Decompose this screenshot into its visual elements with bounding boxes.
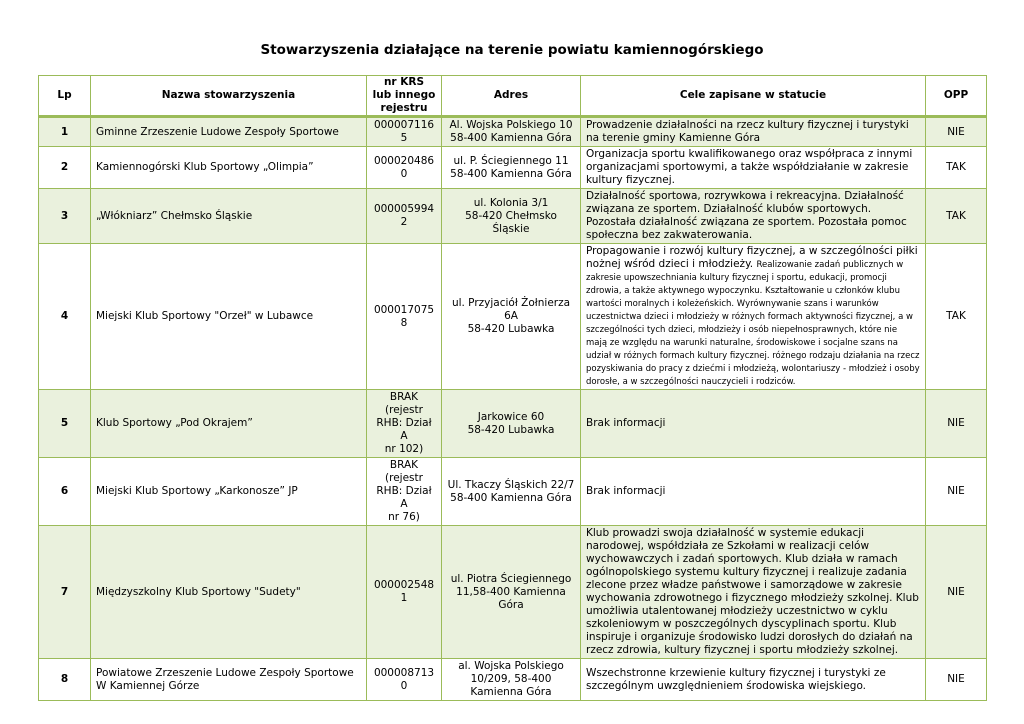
row-name: Kamiennogórski Klub Sportowy „Olimpia” (91, 147, 367, 189)
header-opp: OPP (926, 76, 987, 117)
address-line: Jarkowice 60 (477, 410, 545, 423)
row-opp: NIE (926, 526, 987, 659)
row-krs: 0000087130 (367, 659, 442, 701)
address-line: ul. P. Ściegiennego 11 (453, 154, 569, 167)
row-lp: 8 (39, 659, 91, 701)
row-lp: 3 (39, 189, 91, 244)
row-address (442, 526, 581, 659)
page-title: Stowarzyszenia działające na terenie powiatu kamiennogórskiego (260, 42, 764, 58)
row-goals: Klub prowadzi swoja działalność w systemie edukacji narodowej, współdziała ze Szkołami w realizacji celów wychowawczych i zadań sportowych. Klub działa w ramach ogólnopolskiego systemu kultury fizycznej i realizuje zadania zlecone przez władze państwowe i samorządowe w zakresie wychowania zdrowotnego i fizycznego młodzieży szkolnej. Klub umożliwia utalentowanej młodzieży uczestnictwo w cyklu szkoleniowym w poszczególnych dyscyplinach sportu. Klub inspiruje i organizuje środowisko ludzi dorosłych do działań na rzecz zdrowia, kultury fizycznej i sportu młodzieży szkolnej. (581, 526, 926, 659)
goals-intro: Propagowanie i rozwój kultury fizycznej, a w szczególności piłki nożnej wśród dzieci i młodzieży. (586, 245, 918, 270)
header-name: Nazwa stowarzyszenia (91, 76, 367, 117)
row-opp: TAK (926, 147, 987, 189)
row-address (442, 189, 581, 244)
row-address (442, 390, 581, 458)
row-name: Klub Sportowy „Pod Okrajem” (91, 390, 367, 458)
address-line: ul. Kolonia 3/1 (473, 196, 549, 209)
row-goals: Działalność sportowa, rozrywkowa i rekreacyjna. Działalność związana ze sportem. Działalność klubów sportowych. Pozostała działalność związana ze sportem. Pozostała pomoc społeczna bez zakwaterowania. (581, 189, 926, 244)
table-row (39, 458, 987, 526)
header-krs-line: lub innego (372, 89, 436, 101)
row-address (442, 117, 581, 147)
row-goals: Brak informacji (581, 458, 926, 526)
row-krs: 0000059942 (367, 189, 442, 244)
row-opp: NIE (926, 390, 987, 458)
krs-line: BRAK (rejestr (385, 459, 423, 484)
row-opp: TAK (926, 244, 987, 390)
row-krs: 0000170758 (367, 244, 442, 390)
row-lp: 6 (39, 458, 91, 526)
table-row (39, 390, 987, 458)
table-row (39, 526, 987, 659)
address-line: Ul. Tkaczy Śląskich 22/7 (447, 478, 575, 491)
address-line: 11,58-400 Kamienna (456, 585, 566, 598)
address-line: 58-420 Lubawka (467, 423, 555, 436)
row-name: „Włókniarz” Chełmsko Śląskie (91, 189, 367, 244)
row-krs (367, 458, 442, 526)
address-line: Góra (498, 598, 524, 611)
address-line: al. Wojska Polskiego (458, 660, 564, 672)
row-lp: 1 (39, 117, 91, 147)
row-opp: TAK (926, 189, 987, 244)
row-krs (367, 390, 442, 458)
row-goals: Organizacja sportu kwalifikowanego oraz współpraca z innymi organizacjami sportowymi, a także współdziałanie w zakresie kultury fizycznej. (581, 147, 926, 189)
table-row (39, 659, 987, 701)
address-line: ul. Piotra Ściegiennego (450, 572, 572, 585)
row-address (442, 458, 581, 526)
table-row (39, 147, 987, 189)
krs-line: BRAK (rejestr (385, 391, 423, 416)
table-row (39, 189, 987, 244)
krs-line: RHB: Dział A (376, 417, 432, 442)
row-krs: 0000204860 (367, 147, 442, 189)
address-line: 58-400 Kamienna Góra (450, 132, 572, 144)
row-lp: 7 (39, 526, 91, 659)
row-goals: Wszechstronne krzewienie kultury fizycznej i turystyki ze szczególnym uwzględnieniem środowiska wiejskiego. (581, 659, 926, 701)
header-krs-line: nr KRS (383, 76, 425, 88)
header-lp: Lp (39, 76, 91, 117)
address-line: 58-420 Chełmsko Śląskie (465, 209, 557, 235)
table-row (39, 244, 987, 390)
address-line: 58-400 Kamienna Góra (450, 491, 572, 504)
associations-table (38, 75, 987, 701)
row-goals: Prowadzenie działalności na rzecz kultury fizycznej i turystyki na terenie gminy Kamienne Góra (581, 117, 926, 147)
row-name: Powiatowe Zrzeszenie Ludowe Zespoły Sportowe W Kamiennej Górze (91, 659, 367, 701)
header-row (39, 76, 987, 117)
row-address (442, 244, 581, 390)
address-line: 58-420 Lubawka (467, 323, 555, 335)
header-krs-line: rejestru (380, 102, 428, 114)
krs-line: nr 76) (388, 511, 420, 523)
krs-line: RHB: Dział A (376, 485, 432, 510)
goals-detail: Realizowanie zadań publicznych w zakresie upowszechniania kultury fizycznej i sportu, edukacji, promocji zdrowia, a także aktywnego wypoczynku. Kształtowanie u członków klubu wartości moralnych i koleżeńskich. Wyrównywanie szans i warunków uczestnictwa dzieci i młodzieży w różnych formach aktywności fizycznej, a w szczególności tych dzieci, młodzieży i osób niepełnosprawnych, które nie mają ze względu na warunki naturalne, środowiskowe i socjalne szans na udział w różnych formach kultury fizycznej. różnego rodzaju działania na rzecz pozyskiwania do pracy z dziećmi i młodzieżą, wolontariuszy - młodzież i osoby dorosłe, a w szczególności nauczycieli i rodziców. (586, 260, 920, 387)
address-line: ul. Przyjaciół Żołnierza 6A (451, 297, 571, 322)
header-goals: Cele zapisane w statucie (581, 76, 926, 117)
row-opp: NIE (926, 458, 987, 526)
row-goals (581, 244, 926, 390)
address-line: Kamienna Góra (470, 686, 552, 698)
address-line: Al. Wojska Polskiego 10 (449, 119, 573, 131)
row-opp: NIE (926, 117, 987, 147)
address-line: 58-400 Kamienna Góra (450, 167, 572, 180)
row-lp: 2 (39, 147, 91, 189)
row-krs: 0000025481 (367, 526, 442, 659)
header-krs (367, 76, 442, 117)
row-name: Gminne Zrzeszenie Ludowe Zespoły Sportowe (91, 117, 367, 147)
row-goals: Brak informacji (581, 390, 926, 458)
row-opp: NIE (926, 659, 987, 701)
krs-line: nr 102) (384, 443, 424, 455)
row-krs: 0000071165 (367, 117, 442, 147)
row-lp: 5 (39, 390, 91, 458)
header-address: Adres (442, 76, 581, 117)
row-address (442, 659, 581, 701)
row-name: Miejski Klub Sportowy "Orzeł" w Lubawce (91, 244, 367, 390)
address-line: 10/209, 58-400 (470, 673, 552, 685)
row-lp: 4 (39, 244, 91, 390)
table-row (39, 117, 987, 147)
row-name: Miejski Klub Sportowy „Karkonosze” JP (91, 458, 367, 526)
row-name: Międzyszkolny Klub Sportowy "Sudety" (91, 526, 367, 659)
row-address (442, 147, 581, 189)
